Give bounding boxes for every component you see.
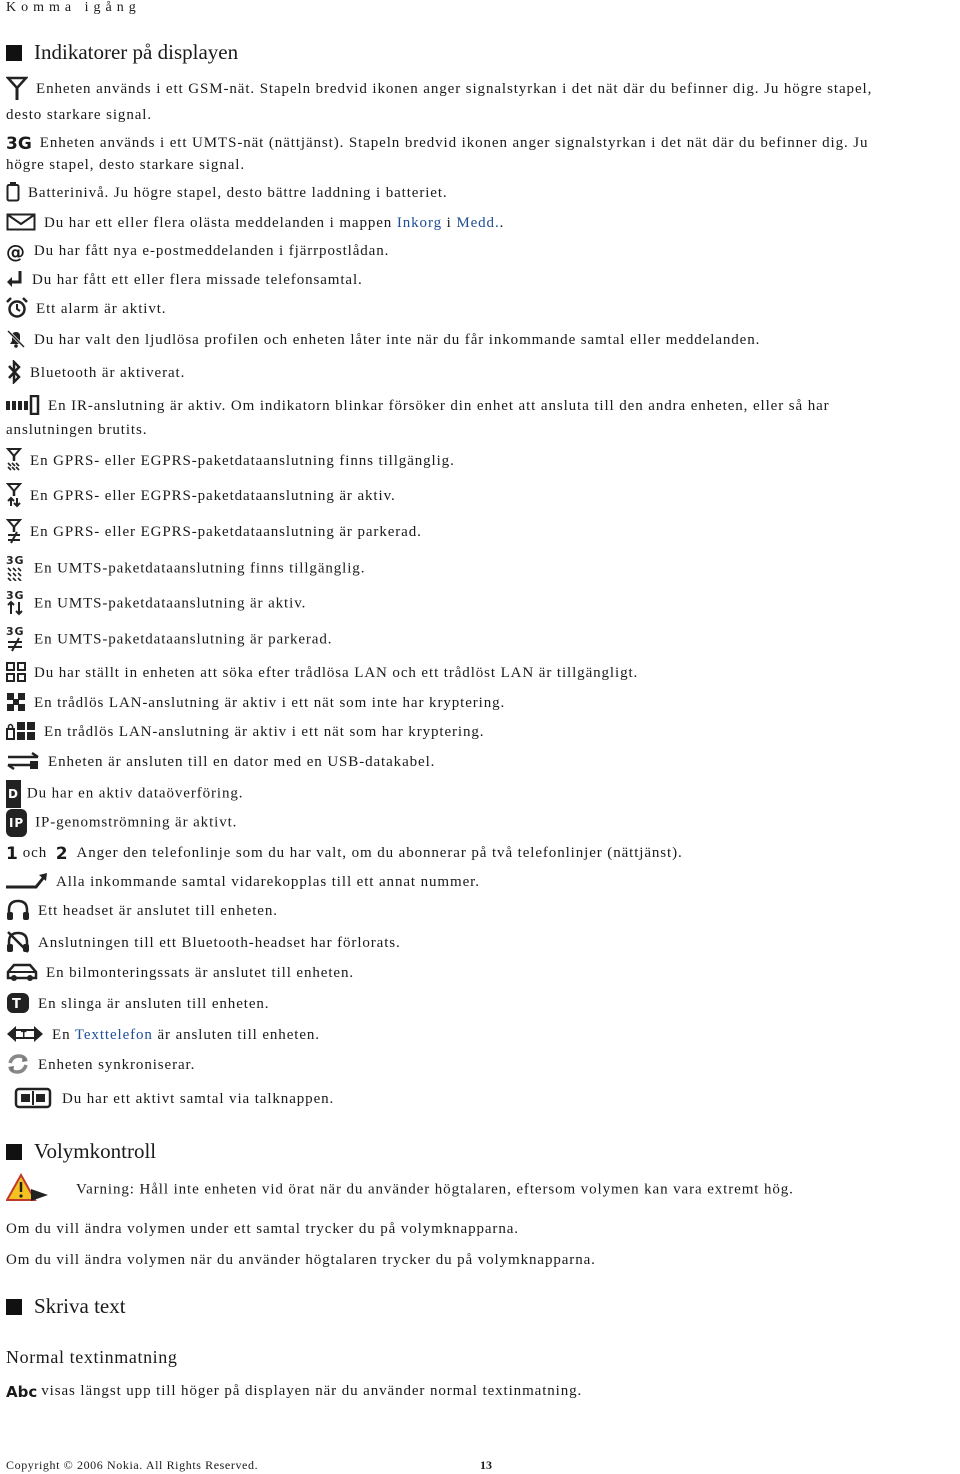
svg-text:3G: 3G: [6, 625, 25, 638]
section-indicators: [6, 40, 238, 65]
push-to-talk-icon: [14, 1087, 52, 1109]
ir-line: En IR-anslutning är aktiv. Om indikatorn blinkar försöker din enhet att ansluta till den andra enheten, eller så har: [6, 393, 956, 419]
subheading-normal-input: Normal textinmatning: [6, 1347, 178, 1367]
line-1-icon: 1: [6, 843, 19, 864]
gsm-line-cont: desto starkare signal.: [6, 107, 153, 123]
text-phone-icon: [6, 1023, 44, 1045]
antenna-icon: [6, 75, 28, 101]
texttelefon-link[interactable]: Texttelefon: [74, 1027, 153, 1043]
battery-icon: [6, 182, 20, 202]
section-title: Volymkontroll: [34, 1139, 157, 1163]
abc-line: Abc visas längst upp till höger på displayen när du använder normal textinmatning.: [6, 1378, 956, 1405]
umts-line-cont: högre stapel, desto starkare signal.: [6, 157, 246, 173]
bt-headset-lost-icon: [6, 930, 30, 954]
data-transfer-line: D Du har en aktiv dataöverföring.: [6, 780, 956, 808]
gprs-parked-icon: [6, 518, 22, 544]
envelope-icon: [6, 213, 36, 231]
headset-icon: [6, 898, 30, 922]
line-2-icon: 2: [55, 843, 69, 864]
bluetooth-line: Bluetooth är aktiverat.: [6, 360, 956, 386]
page-number: 13: [480, 1458, 492, 1472]
section-write-text: [6, 1294, 126, 1319]
headset-line: Ett headset är anslutet till enheten.: [6, 898, 956, 924]
usb-cable-icon: [6, 751, 40, 771]
missed-call-icon: [6, 270, 24, 288]
bluetooth-icon: [6, 360, 22, 384]
silent-bell-icon: [6, 329, 26, 349]
email-line: @ Du har fått nya e-postmeddelanden i fjärrpostlådan.: [6, 240, 390, 263]
ip-line: IP IP-genomströmning är aktivt.: [6, 809, 956, 837]
running-header: Komma igång: [6, 0, 141, 15]
sync-icon: [6, 1053, 30, 1075]
call-divert-icon: [6, 872, 48, 890]
svg-text:T: T: [12, 996, 22, 1012]
gprs-available-line: En GPRS- eller EGPRS-paketdataanslutning finns tillgänglig.: [6, 448, 956, 475]
messaging-link[interactable]: Medd.: [456, 215, 500, 231]
loopset-line: T En slinga är ansluten till enheten.: [6, 991, 956, 1017]
inbox-link[interactable]: Inkorg: [396, 215, 442, 231]
copyright: Copyright © 2006 Nokia. All Rights Reserved.: [6, 1458, 259, 1472]
wlan-encrypted-line: En trådlös LAN-anslutning är aktiv i ett nät som har kryptering.: [6, 719, 956, 745]
loopset-icon: [6, 992, 30, 1014]
ir-line-cont: anslutningen brutits.: [6, 422, 148, 438]
volume-paragraph-2: Om du vill ändra volymen när du använder högtalaren trycker du på volymknapparna.: [6, 1252, 596, 1268]
car-kit-icon: [6, 962, 38, 982]
umts-3g-icon: 3G: [6, 133, 32, 154]
svg-text:T: T: [21, 1029, 28, 1039]
section-bullet: [6, 1299, 22, 1315]
gprs-available-icon: [6, 447, 22, 473]
svg-text:3G: 3G: [6, 554, 25, 567]
section-title: Indikatorer på displayen: [34, 40, 239, 64]
ip-passthrough-icon: IP: [6, 809, 27, 837]
wlan-available-line: Du har ställt in enheten att söka efter trådlösa LAN och ett trådlöst LAN är tillgängligt.: [6, 660, 956, 686]
gprs-active-icon: [6, 482, 22, 508]
sync-line: Enheten synkroniserar.: [6, 1052, 956, 1078]
wlan-encrypted-icon: [6, 721, 36, 741]
section-bullet: [6, 1144, 22, 1160]
umts-active-line: 3G En UMTS-paketdataanslutning är aktiv.: [6, 590, 956, 618]
umts-line: 3G Enheten används i ett UMTS-nät (nättjänst). Stapeln bredvid ikonen anger signalstyrkan i det nät där du befinner dig. Ju: [6, 130, 956, 157]
wlan-active-icon: [6, 692, 26, 712]
umts-available-icon: [6, 553, 26, 581]
section-title: Skriva text: [34, 1294, 126, 1318]
infrared-icon: [6, 395, 40, 415]
missed-line: Du har fått ett eller flera missade telefonsamtal.: [6, 267, 956, 293]
svg-text:3G: 3G: [6, 589, 25, 602]
divert-line: Alla inkommande samtal vidarekopplas till ett annat nummer.: [6, 869, 956, 895]
warning-label: Varning:: [76, 1181, 135, 1198]
silent-line: Du har valt den ljudlösa profilen och enheten låter inte när du får inkommande samtal eller meddelanden.: [6, 327, 956, 353]
warning-icon: [6, 1173, 50, 1203]
wlan-available-icon: [6, 662, 26, 682]
data-transfer-icon: D: [6, 780, 21, 808]
gprs-active-line: En GPRS- eller EGPRS-paketdataanslutning är aktiv.: [6, 483, 956, 510]
messages-line: Du har ett eller flera olästa meddelanden i mappen Inkorg i Medd..: [6, 210, 956, 236]
tty-line: T En Texttelefon är ansluten till enheten.: [6, 1022, 956, 1048]
umts-available-line: 3G En UMTS-paketdataanslutning finns tillgänglig.: [6, 555, 956, 583]
wlan-active-line: En trådlös LAN-anslutning är aktiv i ett nät som inte har kryptering.: [6, 690, 956, 716]
phone-lines-line: 1 och 2 Anger den telefonlinje som du har valt, om du abonnerar på två telefonlinjer (nättjänst).: [6, 840, 956, 867]
ptt-line: Du har ett aktivt samtal via talknappen.: [6, 1086, 956, 1112]
section-bullet: [6, 45, 22, 61]
gprs-parked-line: En GPRS- eller EGPRS-paketdataanslutning är parkerad.: [6, 519, 956, 546]
umts-parked-line: 3G En UMTS-paketdataanslutning är parkerad.: [6, 626, 956, 654]
umts-active-icon: [6, 588, 26, 616]
usb-line: Enheten är ansluten till en dator med en USB-datakabel.: [6, 749, 956, 775]
abc-mode-icon: Abc: [6, 1382, 38, 1401]
alarm-clock-icon: [6, 297, 28, 319]
bt-headset-lost-line: Anslutningen till ett Bluetooth-headset har förlorats.: [6, 930, 956, 956]
at-sign-icon: @: [6, 240, 26, 263]
volume-paragraph-1: Om du vill ändra volymen under ett samtal trycker du på volymknapparna.: [6, 1221, 519, 1237]
alarm-line: Ett alarm är aktivt.: [6, 296, 956, 322]
gsm-line: Enheten används i ett GSM-nät. Stapeln bredvid ikonen anger signalstyrkan i det nät där du befinner dig. Ju högre stapel,: [6, 76, 956, 103]
warning-line: [6, 1175, 956, 1205]
carkit-line: En bilmonteringssats är anslutet till enheten.: [6, 960, 956, 986]
warning-text: Håll inte enheten vid örat när du använder högtalaren, eftersom volymen kan vara extremt hög.: [134, 1181, 794, 1198]
battery-line: Batterinivå. Ju högre stapel, desto bättre laddning i batteriet.: [6, 180, 956, 206]
umts-parked-icon: [6, 624, 26, 652]
section-volume: [6, 1139, 156, 1164]
